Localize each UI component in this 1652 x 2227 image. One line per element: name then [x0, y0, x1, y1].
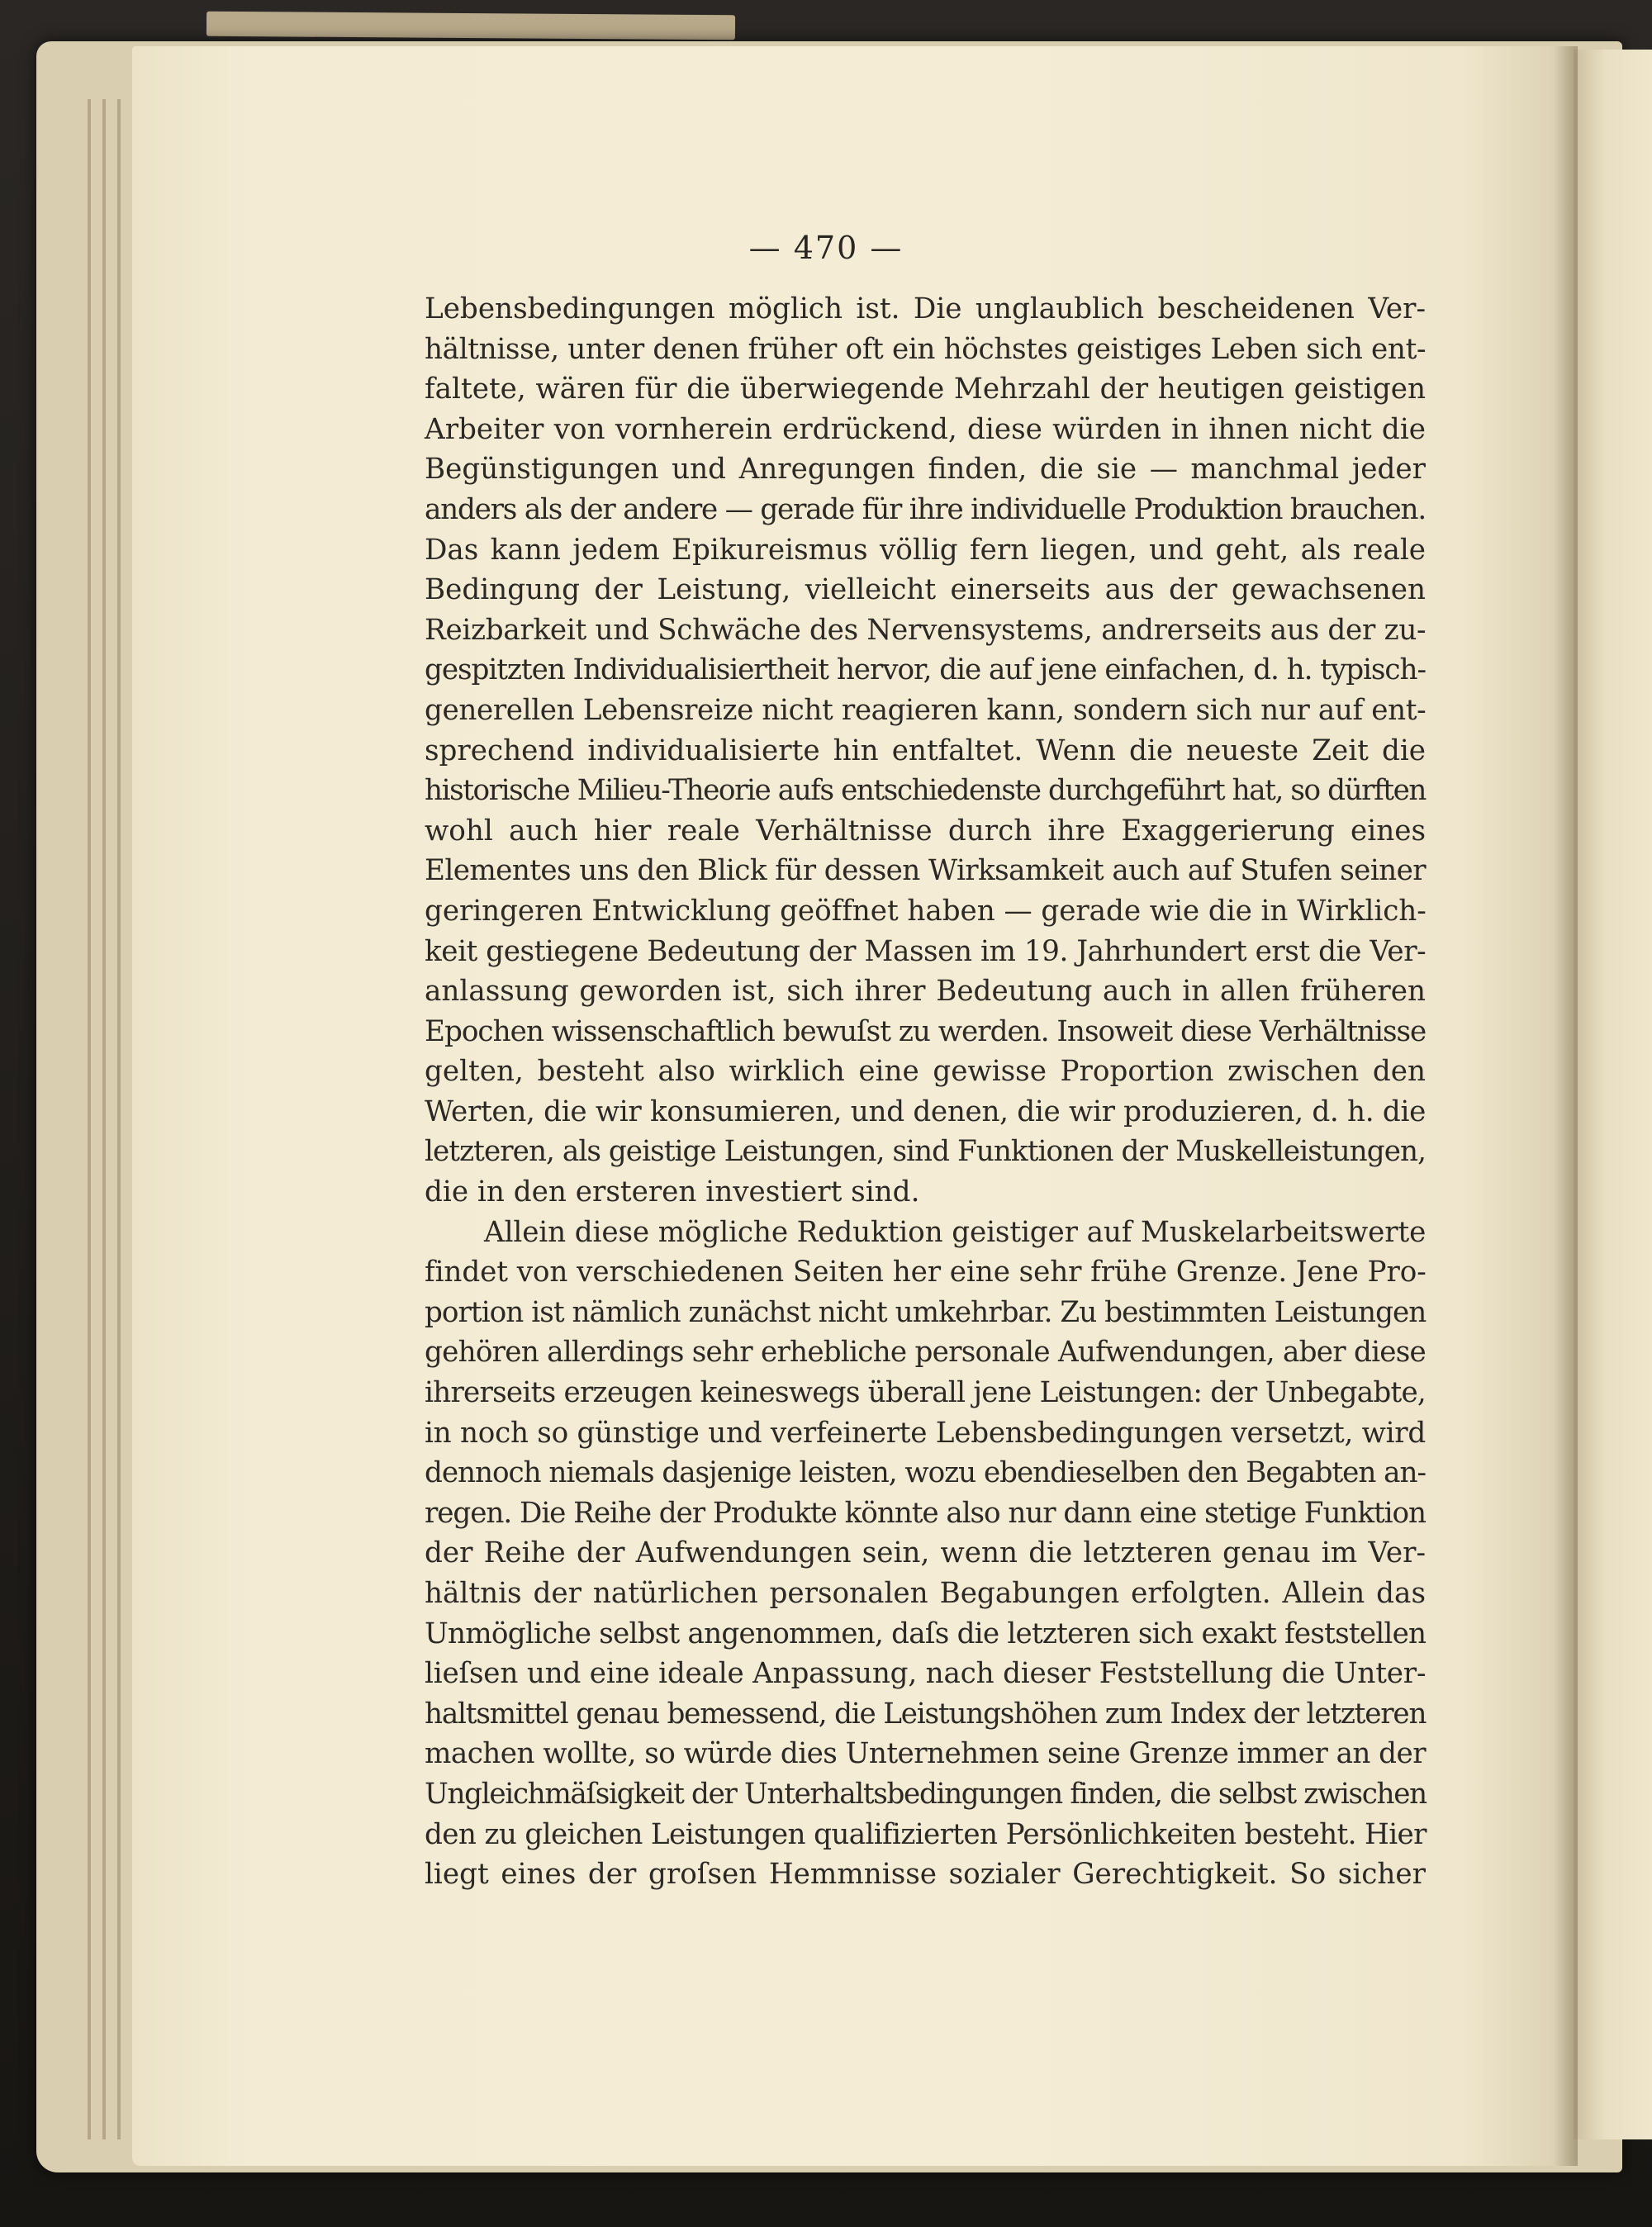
page-edge — [117, 99, 121, 2139]
text-line: liegt eines der groſsen Hemmnisse sozialer Gerechtigkeit. So sicher — [425, 1858, 1426, 1892]
text-line: in noch so günstige und verfeinerte Lebensbedingungen versetzt, wird — [425, 1416, 1426, 1450]
next-page-edge — [1574, 50, 1652, 2139]
text-line: keit gestiegene Bedeutung der Massen im 19. Jahrhundert erst die Ver- — [425, 934, 1427, 968]
text-line: machen wollte, so würde dies Unternehmen seine Grenze immer an der — [425, 1737, 1426, 1771]
text-line: hältnisse, unter denen früher oft ein höchstes geistiges Leben sich ent- — [425, 332, 1427, 366]
text-line: Werten, die wir konsumieren, und denen, die wir produzieren, d. h. die — [425, 1095, 1426, 1128]
text-line: lieſsen und eine ideale Anpassung, nach dieser Feststellung die Unter- — [425, 1657, 1427, 1691]
text-line: gelten, besteht also wirklich eine gewisse Proportion zwischen den — [425, 1055, 1426, 1089]
text-line: letzteren, als geistige Leistungen, sind Funktionen der Muskelleistungen, — [425, 1135, 1426, 1169]
text-line: ihrerseits erzeugen keineswegs überall jene Leistungen: der Unbegabte, — [425, 1376, 1427, 1410]
text-line: die in den ersteren investiert sind. — [425, 1175, 920, 1209]
text-line: Das kann jedem Epikureismus völlig fern liegen, und geht, als reale — [425, 533, 1426, 567]
text-line: gespitzten Individualisiertheit hervor, die auf jene einfachen, d. h. typisch- — [425, 653, 1426, 687]
paragraph-2 — [425, 1213, 1426, 1895]
text-line: portion ist nämlich zunächst nicht umkehrbar. Zu bestimmten Leistungen — [425, 1295, 1427, 1329]
text-line: wohl auch hier reale Verhältnisse durch ihre Exaggerierung eines — [425, 814, 1426, 848]
text-line: haltsmittel genau bemessend, die Leistungshöhen zum Index der letzteren — [425, 1697, 1427, 1731]
text-line: regen. Die Reihe der Produkte könnte also nur dann eine stetige Funktion — [425, 1496, 1426, 1530]
text-line: anlassung geworden ist, sich ihrer Bedeutung auch in allen früheren — [425, 975, 1426, 1009]
text-line: sprechend individualisierte hin entfaltet. Wenn die neueste Zeit die — [425, 734, 1426, 767]
text-line: geringeren Entwicklung geöffnet haben — gerade wie die in Wirklich- — [425, 894, 1427, 928]
text-line: Bedingung der Leistung, vielleicht einerseits aus der gewachsenen — [425, 573, 1426, 607]
text-line: Ungleichmäſsigkeit der Unterhaltsbedingungen finden, die selbst zwischen — [425, 1777, 1427, 1811]
text-line: anders als der andere — gerade für ihre individuelle Produktion brauchen. — [425, 492, 1426, 526]
text-line: dennoch niemals dasjenige leisten, wozu ebendieselben den Begabten an- — [425, 1456, 1426, 1490]
text-line: gehören allerdings sehr erhebliche personale Aufwendungen, aber diese — [425, 1336, 1426, 1370]
gutter-shadow — [1553, 46, 1578, 2166]
text-line: historische Milieu-Theorie aufs entschiedenste durchgeführt hat, so dürften — [425, 774, 1426, 808]
text-line: Elementes uns den Blick für dessen Wirksamkeit auch auf Stufen seiner — [425, 854, 1426, 888]
body-text — [425, 289, 1426, 1895]
paragraph-1 — [425, 289, 1426, 1213]
text-line: Arbeiter von vornherein erdrückend, diese würden in ihnen nicht die — [425, 412, 1426, 446]
text-line: hältnis der natürlichen personalen Begabungen erfolgten. Allein das — [425, 1577, 1426, 1610]
text-line: Epochen wissenschaftlich bewuſst zu werden. Insoweit diese Verhältnisse — [425, 1014, 1427, 1048]
page-edge — [102, 99, 106, 2139]
text-line: faltete, wären für die überwiegende Mehrzahl der heutigen geistigen — [425, 373, 1426, 406]
text-line: generellen Lebensreize nicht reagieren kann, sondern sich nur auf ent- — [425, 693, 1427, 727]
text-line: Lebensbedingungen möglich ist. Die unglaublich bescheidenen Ver- — [425, 292, 1426, 325]
text-line: findet von verschiedenen Seiten her eine sehr frühe Grenze. Jene Pro- — [425, 1256, 1427, 1289]
text-line: Allein diese mögliche Reduktion geistiger auf Muskelarbeitswerte — [484, 1215, 1427, 1249]
page-number: — 470 — — [748, 230, 904, 266]
torn-paper-strip — [206, 12, 735, 40]
text-line: Unmögliche selbst angenommen, daſs die letzteren sich exakt feststellen — [425, 1617, 1427, 1650]
text-line: den zu gleichen Leistungen qualifizierten Persönlichkeiten besteht. Hier — [425, 1817, 1427, 1851]
text-line: Reizbarkeit und Schwäche des Nervensystems, andrerseits aus der zu- — [425, 613, 1427, 647]
text-line: Begünstigungen und Anregungen finden, die sie — manchmal jeder — [425, 453, 1426, 487]
page-edge — [88, 99, 91, 2139]
text-line: der Reihe der Aufwendungen sein, wenn die letzteren genau im Ver- — [425, 1536, 1426, 1570]
